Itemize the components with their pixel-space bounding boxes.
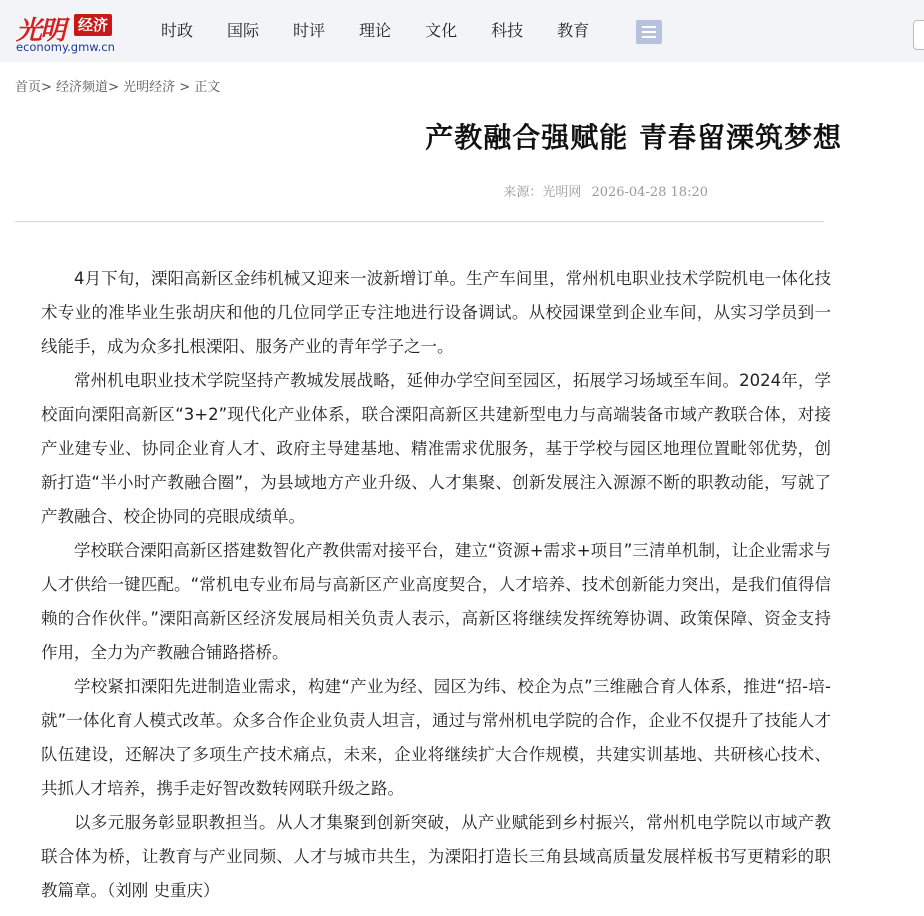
- article-paragraph: 以多元服务彰显职教担当。从人才集聚到创新突破，从产业赋能到乡村振兴，常州机电学院以市域产教联合体为桥，让教育与产业同频、人才与城市共生，为溧阳打造长三角县域高质量发展样板书写更精彩的职教篇章。（刘刚 史重庆）: [41, 813, 831, 900]
- nav-item-theory[interactable]: 理论: [359, 21, 392, 40]
- nav-item-politics[interactable]: 时政: [161, 21, 194, 40]
- title-divider: [15, 221, 824, 222]
- breadcrumb-section[interactable]: 光明经济: [123, 80, 176, 95]
- nav-item-technology[interactable]: 科技: [491, 21, 524, 40]
- breadcrumb-separator: >: [41, 80, 57, 95]
- article-datetime: 2026-04-28 18:20: [591, 185, 708, 200]
- logo-url: economy.gmw.cn: [16, 40, 115, 54]
- article-paragraph: 学校紧扣溧阳先进制造业需求，构建“产业为经、园区为纬、校企为点”三维融合育人体系，推进“招-培-就”一体化育人模式改革。众多合作企业负责人坦言，通过与常州机电学院的合作，企业不仅提升了技能人才队伍建设，还解决了多项生产技术痛点，未来，企业将继续扩大合作规模，共建实训基地、共研核心技术、共抓人才培养，携手走好智改数转网联升级之路。: [41, 677, 831, 798]
- article-title: 产教融合强赋能 青春留溧筑梦想: [425, 121, 842, 154]
- breadcrumb-separator: >: [175, 80, 195, 95]
- breadcrumb: [15, 76, 220, 95]
- logo-brand-text: 光明: [16, 16, 65, 46]
- menu-list-icon[interactable]: [636, 20, 662, 44]
- site-logo[interactable]: [14, 8, 124, 54]
- article-meta: [0, 181, 708, 200]
- breadcrumb-home[interactable]: 首页: [15, 80, 42, 95]
- logo-badge: 经济: [74, 14, 112, 36]
- breadcrumb-current: 正文: [194, 80, 221, 95]
- breadcrumb-channel[interactable]: 经济频道: [56, 80, 109, 95]
- side-panel-toggle[interactable]: [913, 20, 924, 50]
- nav-item-international[interactable]: 国际: [227, 21, 260, 40]
- nav-item-commentary[interactable]: 时评: [293, 21, 326, 40]
- top-navigation-bar: [0, 0, 924, 62]
- article-paragraph: 4月下旬，溧阳高新区金纬机械又迎来一波新增订单。生产车间里，常州机电职业技术学院机电一体化技术专业的准毕业生张胡庆和他的几位同学正专注地进行设备调试。从校园课堂到企业车间，从实习学员到一线能手，成为众多扎根溧阳、服务产业的青年学子之一。: [41, 269, 831, 356]
- article-body: [41, 262, 831, 908]
- article-paragraph: 常州机电职业技术学院坚持产教城发展战略，延伸办学空间至园区，拓展学习场域至车间。2024年，学校面向溧阳高新区“3+2”现代化产业体系，联合溧阳高新区共建新型电力与高端装备市域产教联合体，对接产业建专业、协同企业育人才、政府主导建基地、精准需求优服务，基于学校与园区地理位置毗邻优势，创新打造“半小时产教融合圈”，为县域地方产业升级、人才集聚、创新发展注入源源不断的职教动能，写就了产教融合、校企协同的亮眼成绩单。: [41, 371, 831, 526]
- nav-item-culture[interactable]: 文化: [425, 21, 458, 40]
- breadcrumb-separator: >: [108, 80, 124, 95]
- nav-item-education[interactable]: 教育: [557, 21, 590, 40]
- article-paragraph: 学校联合溧阳高新区搭建数智化产教供需对接平台，建立“资源+需求+项目”三清单机制，让企业需求与人才供给一键匹配。“常机电专业布局与高新区产业高度契合，人才培养、技术创新能力突出，是我们值得信赖的合作伙伴。”溧阳高新区经济发展局相关负责人表示，高新区将继续发挥统筹协调、政策保障、资金支持作用，全力为产教融合铺路搭桥。: [41, 541, 831, 662]
- article-source: 来源：光明网: [503, 185, 582, 200]
- main-nav: [144, 0, 606, 62]
